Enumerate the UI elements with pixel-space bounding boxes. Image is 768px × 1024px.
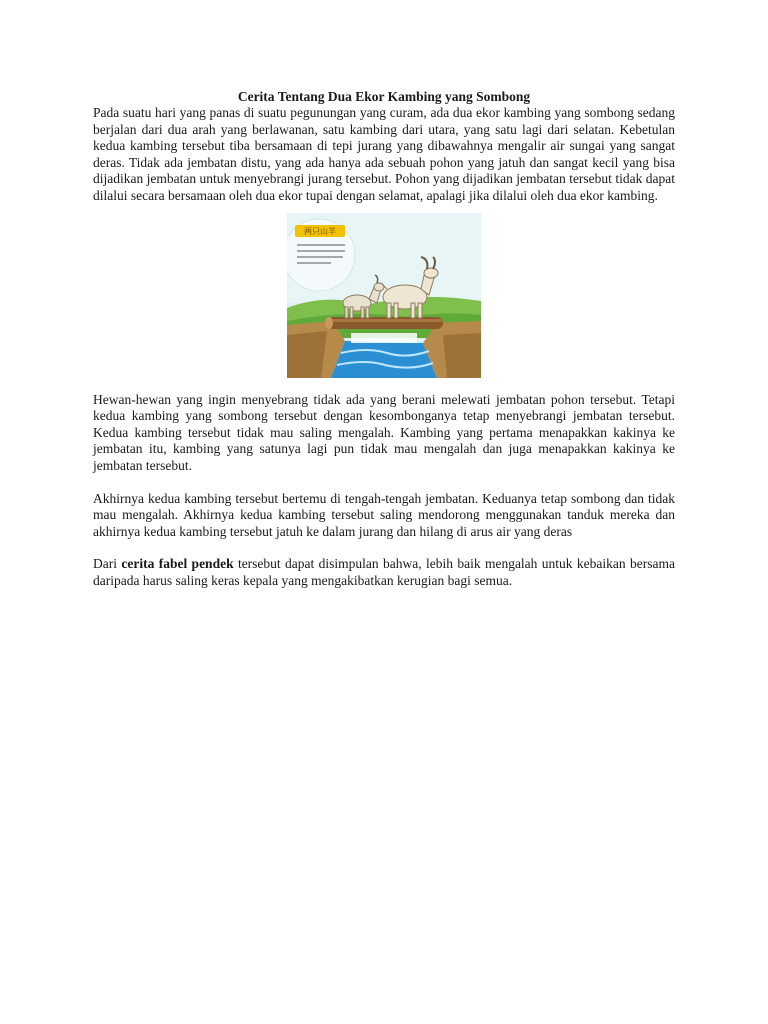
moral-bold-phrase: cerita fabel pendek: [121, 556, 234, 572]
goats-bridge-illustration: [287, 213, 481, 378]
story-title: Cerita Tentang Dua Ekor Kambing yang Sombong: [237, 89, 531, 104]
illustration-banner-text: 两只山羊: [304, 226, 336, 236]
moral-text-start: Dari: [93, 556, 122, 572]
paragraph-moral: [93, 556, 675, 589]
paragraph-crossing: Hewan-hewan yang ingin menyebrang tidak ada yang berani melewati jembatan pohon tersebut. Tetapi kedua kambing yang sombong tersebut dengan kesombonganya tetap menyebrangi jembatan tersebut. Kedua kambing tersebut tidak mau saling mengalah. Kambing yang pertama menapakkan kakinya ke jembatan itu, kambing yang satunya lagi pun tidak mau mengalah dan juga menapakkan kakinya ke jembatan tersebut.: [93, 391, 675, 473]
paragraph-intro: Pada suatu hari yang panas di suatu pegunungan yang curam, ada dua ekor kambing yang sombong sedang berjalan dari dua arah yang berlawanan, satu kambing dari utara, yang satu lagi dari selatan. Kebetulan kedua kambing tersebut tiba bersamaan di tepi jurang yang dibawahnya mengalir air sungai yang sangat deras. Tidak ada jembatan distu, yang ada hanya ada sebuah pohon yang jatuh dan sangat kecil yang bisa dijadikan jembatan untuk menyebrangi jurang tersebut. Pohon yang dijadikan jembatan tersebut tidak dapat dilalui secara bersamaan oleh dua ekor tupai dengan selamat, apalagi jika dilalui oleh dua ekor kambing.: [93, 105, 675, 203]
moral-text-end: tersebut dapat disimpulan bahwa, lebih baik mengalah untuk kebaikan bersama daripada harus saling keras kepala yang mengakibatkan kerugian bagi semua.: [93, 556, 675, 588]
document-page: [93, 88, 675, 590]
paragraph-fall: Akhirnya kedua kambing tersebut bertemu di tengah-tengah jembatan. Keduanya tetap sombong dan tidak mau mengalah. Akhirnya kedua kambing tersebut saling mendorong menggunakan tanduk mereka dan akhirnya kedua kambing tersebut jatuh ke dalam jurang dan hilang di arus air yang deras: [93, 490, 675, 539]
